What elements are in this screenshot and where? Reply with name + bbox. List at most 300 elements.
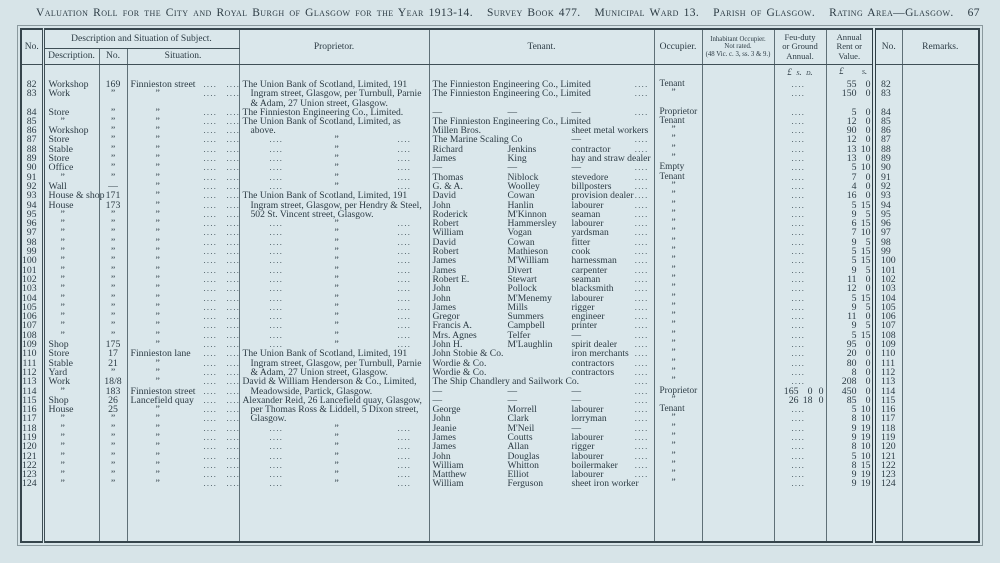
cell-inhabitant-occupier xyxy=(702,238,774,247)
cell-proprietor: .... ” .... xyxy=(239,266,429,275)
cell-entry-no-right: 99 xyxy=(874,247,902,256)
cell-entry-no: 89 xyxy=(21,154,43,163)
cell-annual-rent: 9 19 xyxy=(826,424,874,433)
cell-tenant: G. & A. Woolley billposters .... xyxy=(429,182,654,191)
cell-feu-duty: .... xyxy=(774,219,826,228)
cell-annual-rent: 9 19 xyxy=(826,470,874,479)
cell-entry-no: 99 xyxy=(21,247,43,256)
cell-entry-no: 98 xyxy=(21,238,43,247)
cell-description: ” xyxy=(43,479,99,488)
table-row xyxy=(21,275,979,284)
cell-description: House xyxy=(43,405,99,414)
cell-inhabitant-occupier xyxy=(702,117,774,126)
cell-entry-no: 117 xyxy=(21,414,43,423)
cell-description: ” xyxy=(43,117,99,126)
cell-remarks xyxy=(902,173,979,182)
cell-feu-duty: .... xyxy=(774,182,826,191)
filler-cell xyxy=(654,489,702,542)
cell-remarks xyxy=(902,275,979,284)
cell-proprietor: .... ” .... xyxy=(239,145,429,154)
cell-street-no: — xyxy=(99,182,127,191)
cell-entry-no-right: 108 xyxy=(874,331,902,340)
cell-tenant: John Pollock blacksmith .... xyxy=(429,284,654,293)
cell-tenant: The Finnieston Engineering Co., Limited xyxy=(429,117,654,126)
feu-units-label: £ s. d. xyxy=(774,65,826,79)
cell-entry-no-right: 120 xyxy=(874,442,902,451)
table-row xyxy=(21,284,979,293)
cell-street-no: ” xyxy=(99,210,127,219)
cell-inhabitant-occupier xyxy=(702,99,774,108)
cell-remarks xyxy=(902,461,979,470)
cell-inhabitant-occupier xyxy=(702,266,774,275)
cell-entry-no: 123 xyxy=(21,470,43,479)
table-row xyxy=(21,479,979,488)
cell-description: Store xyxy=(43,349,99,358)
cell-situation: ” .... .... xyxy=(127,284,239,293)
cell-entry-no: 120 xyxy=(21,442,43,451)
table-row xyxy=(21,154,979,163)
cell-remarks xyxy=(902,321,979,330)
cell-feu-duty: .... xyxy=(774,256,826,265)
cell-description: Store xyxy=(43,135,99,144)
inhabitant-line-1: Inhabitant Occupier. xyxy=(710,35,766,43)
title-parish: Parish of Glasgow. xyxy=(713,7,816,19)
cell-feu-duty: 165 0 0 xyxy=(774,387,826,396)
cell-tenant: Roderick M'Kinnon seaman .... xyxy=(429,210,654,219)
cell-inhabitant-occupier xyxy=(702,135,774,144)
feu-line-1: Feu-duty xyxy=(784,32,816,43)
cell-entry-no-right: 96 xyxy=(874,219,902,228)
cell-remarks xyxy=(902,89,979,98)
cell-remarks xyxy=(902,266,979,275)
cell-description: Work xyxy=(43,377,99,386)
cell-entry-no-right: 88 xyxy=(874,145,902,154)
cell-tenant: The Finnieston Engineering Co., Limited .... xyxy=(429,78,654,89)
cell-remarks xyxy=(902,78,979,89)
rent-pound-sign: £ xyxy=(839,66,844,76)
cell-inhabitant-occupier xyxy=(702,359,774,368)
cell-tenant: John Hanlin labourer .... xyxy=(429,201,654,210)
cell-description: ” xyxy=(43,247,99,256)
table-rows xyxy=(21,78,979,542)
cell-tenant: Robert Mathieson cook .... xyxy=(429,247,654,256)
cell-entry-no-right: 95 xyxy=(874,210,902,219)
cell-remarks xyxy=(902,414,979,423)
cell-entry-no-right: 109 xyxy=(874,340,902,349)
cell-description: Yard xyxy=(43,368,99,377)
cell-tenant: Wordie & Co. contractors .... xyxy=(429,359,654,368)
cell-situation: Lancefield quay .... .... xyxy=(127,396,239,405)
cell-tenant: Mrs. Agnes Telfer — .... xyxy=(429,331,654,340)
table-row xyxy=(21,256,979,265)
cell-inhabitant-occupier xyxy=(702,387,774,396)
cell-inhabitant-occupier xyxy=(702,210,774,219)
cell-tenant: James Coutts labourer .... xyxy=(429,433,654,442)
cell-occupier: ” xyxy=(654,303,702,312)
cell-annual-rent: 450 0 xyxy=(826,387,874,396)
cell-street-no: ” xyxy=(99,414,127,423)
cell-occupier: ” xyxy=(654,275,702,284)
cell-annual-rent: 8 15 xyxy=(826,461,874,470)
cell-proprietor: .... ” .... xyxy=(239,312,429,321)
cell-proprietor: Alexander Reid, 26 Lancefield quay, Glasgow, xyxy=(239,396,429,405)
cell-proprietor: .... ” .... xyxy=(239,247,429,256)
cell-remarks xyxy=(902,340,979,349)
cell-remarks xyxy=(902,154,979,163)
cell-annual-rent: 8 10 xyxy=(826,442,874,451)
table-row xyxy=(21,349,979,358)
cell-entry-no-right: 116 xyxy=(874,405,902,414)
cell-entry-no-right: 89 xyxy=(874,154,902,163)
cell-feu-duty: .... xyxy=(774,312,826,321)
cell-entry-no: 96 xyxy=(21,219,43,228)
col-header-situation: Situation. xyxy=(127,49,239,65)
cell-entry-no: 90 xyxy=(21,163,43,172)
cell-street-no: ” xyxy=(99,173,127,182)
filler-cell xyxy=(429,489,654,542)
cell-tenant: James Divert carpenter .... xyxy=(429,266,654,275)
cell-proprietor: David & William Henderson & Co., Limited, xyxy=(239,377,429,386)
cell-street-no: 169 xyxy=(99,78,127,89)
cell-proprietor: .... ” .... xyxy=(239,452,429,461)
cell-inhabitant-occupier xyxy=(702,256,774,265)
cell-annual-rent: 9 5 xyxy=(826,238,874,247)
cell-street-no: 183 xyxy=(99,387,127,396)
cell-feu-duty: .... xyxy=(774,173,826,182)
cell-tenant: The Ship Chandlery and Sailwork Co. .... xyxy=(429,377,654,386)
cell-occupier: ” xyxy=(654,461,702,470)
cell-entry-no-right: 110 xyxy=(874,349,902,358)
cell-proprietor: The Union Bank of Scotland, Limited, as xyxy=(239,117,429,126)
cell-description: ” xyxy=(43,275,99,284)
cell-tenant: Wordie & Co. contractors .... xyxy=(429,368,654,377)
col-header-description-group: Description and Situation of Subject. xyxy=(43,29,239,49)
cell-situation: ” .... .... xyxy=(127,303,239,312)
cell-situation: Finnieston street .... .... xyxy=(127,78,239,89)
cell-inhabitant-occupier xyxy=(702,145,774,154)
cell-situation: ” .... .... xyxy=(127,470,239,479)
cell-proprietor: .... ” .... xyxy=(239,442,429,451)
cell-entry-no: 91 xyxy=(21,173,43,182)
cell-feu-duty: .... xyxy=(774,340,826,349)
cell-inhabitant-occupier xyxy=(702,247,774,256)
cell-entry-no: 101 xyxy=(21,266,43,275)
cell-inhabitant-occupier xyxy=(702,377,774,386)
cell-situation: ” .... .... xyxy=(127,331,239,340)
cell-annual-rent: 5 10 xyxy=(826,163,874,172)
cell-street-no: ” xyxy=(99,126,127,135)
cell-situation: ” .... .... xyxy=(127,182,239,191)
cell-situation: ” .... .... xyxy=(127,312,239,321)
cell-entry-no: 95 xyxy=(21,210,43,219)
cell-occupier: ” xyxy=(654,377,702,386)
cell-feu-duty: .... xyxy=(774,470,826,479)
cell-inhabitant-occupier xyxy=(702,173,774,182)
cell-annual-rent: 208 0 xyxy=(826,377,874,386)
cell-entry-no-right: 119 xyxy=(874,433,902,442)
cell-remarks xyxy=(902,294,979,303)
table-row xyxy=(21,238,979,247)
cell-feu-duty: .... xyxy=(774,349,826,358)
cell-entry-no-right: 107 xyxy=(874,321,902,330)
cell-entry-no-right: 121 xyxy=(874,452,902,461)
filler-cell xyxy=(774,489,826,542)
cell-proprietor: .... ” .... xyxy=(239,154,429,163)
cell-description: ” xyxy=(43,303,99,312)
cell-proprietor: & Adam, 27 Union street, Glasgow. xyxy=(239,99,429,108)
cell-occupier: ” xyxy=(654,182,702,191)
cell-annual-rent: 85 0 xyxy=(826,396,874,405)
cell-proprietor: .... ” .... xyxy=(239,479,429,488)
cell-remarks xyxy=(902,191,979,200)
cell-description: ” xyxy=(43,294,99,303)
cell-entry-no: 111 xyxy=(21,359,43,368)
cell-remarks xyxy=(902,219,979,228)
cell-entry-no: 110 xyxy=(21,349,43,358)
cell-street-no: 25 xyxy=(99,405,127,414)
cell-annual-rent: 9 5 xyxy=(826,266,874,275)
cell-feu-duty: .... xyxy=(774,331,826,340)
cell-inhabitant-occupier xyxy=(702,433,774,442)
cell-description: ” xyxy=(43,414,99,423)
cell-inhabitant-occupier xyxy=(702,228,774,237)
cell-entry-no-right: 97 xyxy=(874,228,902,237)
cell-description: ” xyxy=(43,387,99,396)
cell-situation: ” .... .... xyxy=(127,368,239,377)
cell-description: ” xyxy=(43,452,99,461)
cell-tenant: The Marine Scaling Co — .... xyxy=(429,135,654,144)
cell-entry-no-right: 86 xyxy=(874,126,902,135)
cell-inhabitant-occupier xyxy=(702,442,774,451)
cell-annual-rent: 5 15 xyxy=(826,294,874,303)
cell-entry-no: 93 xyxy=(21,191,43,200)
table-row xyxy=(21,396,979,405)
cell-remarks xyxy=(902,377,979,386)
cell-occupier: ” xyxy=(654,89,702,98)
cell-entry-no: 104 xyxy=(21,294,43,303)
cell-feu-duty: .... xyxy=(774,479,826,488)
cell-remarks xyxy=(902,359,979,368)
cell-feu-duty: .... xyxy=(774,238,826,247)
cell-street-no: ” xyxy=(99,266,127,275)
cell-tenant: Millen Bros. sheet metal workers xyxy=(429,126,654,135)
cell-description: ” xyxy=(43,442,99,451)
cell-situation: ” .... .... xyxy=(127,359,239,368)
cell-proprietor: .... ” .... xyxy=(239,470,429,479)
cell-entry-no-right: 111 xyxy=(874,359,902,368)
cell-inhabitant-occupier xyxy=(702,201,774,210)
table-row xyxy=(21,191,979,200)
cell-tenant: David Cowan provision dealer .... xyxy=(429,191,654,200)
cell-occupier: Proprietor xyxy=(654,108,702,117)
rent-line-2: Rent or xyxy=(836,41,863,52)
cell-entry-no: 94 xyxy=(21,201,43,210)
cell-tenant: Robert E. Stewart seaman .... xyxy=(429,275,654,284)
table-row xyxy=(21,210,979,219)
inhabitant-line-3: (48 Vic. c. 3, ss. 3 & 9.) xyxy=(705,50,771,58)
cell-inhabitant-occupier xyxy=(702,126,774,135)
table-row xyxy=(21,219,979,228)
cell-proprietor: The Union Bank of Scotland, Limited, 191 xyxy=(239,191,429,200)
cell-annual-rent: 9 19 xyxy=(826,433,874,442)
cell-feu-duty: .... xyxy=(774,433,826,442)
cell-feu-duty: .... xyxy=(774,405,826,414)
cell-proprietor: & Adam, 27 Union street, Glasgow. xyxy=(239,368,429,377)
cell-description: Work xyxy=(43,89,99,98)
cell-situation: ” .... .... xyxy=(127,219,239,228)
cell-feu-duty: .... xyxy=(774,154,826,163)
cell-feu-duty: .... xyxy=(774,117,826,126)
cell-tenant: John Stobie & Co. iron merchants .... xyxy=(429,349,654,358)
cell-inhabitant-occupier xyxy=(702,405,774,414)
cell-situation: ” .... .... xyxy=(127,414,239,423)
cell-situation: ” .... .... xyxy=(127,452,239,461)
filler-cell xyxy=(99,489,127,542)
cell-occupier: ” xyxy=(654,424,702,433)
cell-inhabitant-occupier xyxy=(702,479,774,488)
cell-entry-no: 83 xyxy=(21,89,43,98)
cell-entry-no-right: 103 xyxy=(874,284,902,293)
cell-situation: ” .... .... xyxy=(127,433,239,442)
cell-annual-rent: 55 0 xyxy=(826,78,874,89)
col-header-occupier: Occupier. xyxy=(654,29,702,65)
title-rating-area: Rating Area—Glasgow. xyxy=(829,7,954,19)
cell-entry-no: 113 xyxy=(21,377,43,386)
cell-description: ” xyxy=(43,256,99,265)
cell-inhabitant-occupier xyxy=(702,368,774,377)
cell-situation: ” .... .... xyxy=(127,461,239,470)
cell-entry-no-right: 91 xyxy=(874,173,902,182)
cell-proprietor: .... ” .... xyxy=(239,228,429,237)
cell-situation: Finnieston street .... .... xyxy=(127,387,239,396)
cell-tenant: The Finnieston Engineering Co., Limited .... xyxy=(429,89,654,98)
cell-description: ” xyxy=(43,238,99,247)
page-header-line xyxy=(36,7,980,19)
cell-entry-no: 114 xyxy=(21,387,43,396)
cell-situation: Finnieston lane .... .... xyxy=(127,349,239,358)
table-row xyxy=(21,442,979,451)
cell-entry-no: 106 xyxy=(21,312,43,321)
cell-entry-no: 116 xyxy=(21,405,43,414)
cell-situation: ” .... .... xyxy=(127,442,239,451)
cell-tenant: — — — .... xyxy=(429,163,654,172)
table-row xyxy=(21,424,979,433)
cell-occupier: ” xyxy=(654,126,702,135)
cell-description: ” xyxy=(43,210,99,219)
cell-remarks xyxy=(902,256,979,265)
col-header-annual-rent xyxy=(826,29,874,65)
cell-occupier: ” xyxy=(654,452,702,461)
cell-description: ” xyxy=(43,284,99,293)
cell-description: ” xyxy=(43,219,99,228)
cell-tenant: — — — .... xyxy=(429,396,654,405)
cell-description: Shop xyxy=(43,396,99,405)
col-header-no-right: No. xyxy=(874,29,902,65)
cell-remarks xyxy=(902,405,979,414)
cell-annual-rent: 4 0 xyxy=(826,182,874,191)
cell-annual-rent: 80 0 xyxy=(826,359,874,368)
cell-feu-duty: .... xyxy=(774,163,826,172)
cell-inhabitant-occupier xyxy=(702,303,774,312)
cell-remarks xyxy=(902,108,979,117)
cell-remarks xyxy=(902,145,979,154)
cell-entry-no: 88 xyxy=(21,145,43,154)
cell-proprietor: Ingram street, Glasgow, per Turnbull, Parnie xyxy=(239,359,429,368)
cell-situation: ” .... .... xyxy=(127,201,239,210)
cell-inhabitant-occupier xyxy=(702,191,774,200)
cell-entry-no-right: 93 xyxy=(874,191,902,200)
cell-situation: ” .... .... xyxy=(127,405,239,414)
cell-situation: ” .... .... xyxy=(127,256,239,265)
cell-street-no: ” xyxy=(99,470,127,479)
cell-occupier: ” xyxy=(654,247,702,256)
table-row xyxy=(21,470,979,479)
col-header-street-no: No. xyxy=(99,49,127,65)
cell-occupier: Proprietor xyxy=(654,387,702,396)
cell-feu-duty: .... xyxy=(774,247,826,256)
money-units-row xyxy=(21,65,979,79)
cell-description: ” xyxy=(43,321,99,330)
cell-tenant: John M'Menemy labourer .... xyxy=(429,294,654,303)
cell-entry-no-right: 85 xyxy=(874,117,902,126)
cell-street-no: ” xyxy=(99,163,127,172)
cell-description: ” xyxy=(43,331,99,340)
cell-entry-no: 122 xyxy=(21,461,43,470)
cell-proprietor: .... ” .... xyxy=(239,163,429,172)
col-header-inhabitant-occupier xyxy=(702,29,774,65)
cell-remarks xyxy=(902,284,979,293)
cell-tenant xyxy=(429,99,654,108)
cell-tenant: John Clark lorryman .... xyxy=(429,414,654,423)
cell-entry-no-right: 90 xyxy=(874,163,902,172)
cell-entry-no: 92 xyxy=(21,182,43,191)
cell-situation: ” .... .... xyxy=(127,191,239,200)
cell-annual-rent: 13 10 xyxy=(826,145,874,154)
cell-feu-duty: .... xyxy=(774,303,826,312)
cell-feu-duty: .... xyxy=(774,452,826,461)
cell-street-no: ” xyxy=(99,256,127,265)
cell-inhabitant-occupier xyxy=(702,461,774,470)
cell-remarks xyxy=(902,331,979,340)
cell-remarks xyxy=(902,201,979,210)
cell-entry-no-right: 114 xyxy=(874,387,902,396)
cell-proprietor: Meadowside, Partick, Glasgow. xyxy=(239,387,429,396)
cell-occupier: ” xyxy=(654,238,702,247)
filler-cell xyxy=(43,489,99,542)
table-row xyxy=(21,145,979,154)
cell-occupier: ” xyxy=(654,433,702,442)
cell-entry-no: 124 xyxy=(21,479,43,488)
cell-annual-rent: 11 0 xyxy=(826,312,874,321)
cell-feu-duty: .... xyxy=(774,359,826,368)
cell-street-no: ” xyxy=(99,331,127,340)
cell-street-no: ” xyxy=(99,108,127,117)
cell-situation: ” .... .... xyxy=(127,126,239,135)
cell-occupier: ” xyxy=(654,331,702,340)
cell-proprietor: .... ” .... xyxy=(239,238,429,247)
cell-entry-no-right: 82 xyxy=(874,78,902,89)
cell-entry-no-right: 94 xyxy=(874,201,902,210)
table-row xyxy=(21,99,979,108)
cell-annual-rent: 9 19 xyxy=(826,479,874,488)
cell-entry-no: 119 xyxy=(21,433,43,442)
feu-line-3: Annual. xyxy=(786,50,814,61)
cell-proprietor: .... ” .... xyxy=(239,424,429,433)
col-header-tenant: Tenant. xyxy=(429,29,654,65)
cell-occupier: Empty xyxy=(654,163,702,172)
cell-occupier: ” xyxy=(654,219,702,228)
filler-cell xyxy=(702,489,774,542)
